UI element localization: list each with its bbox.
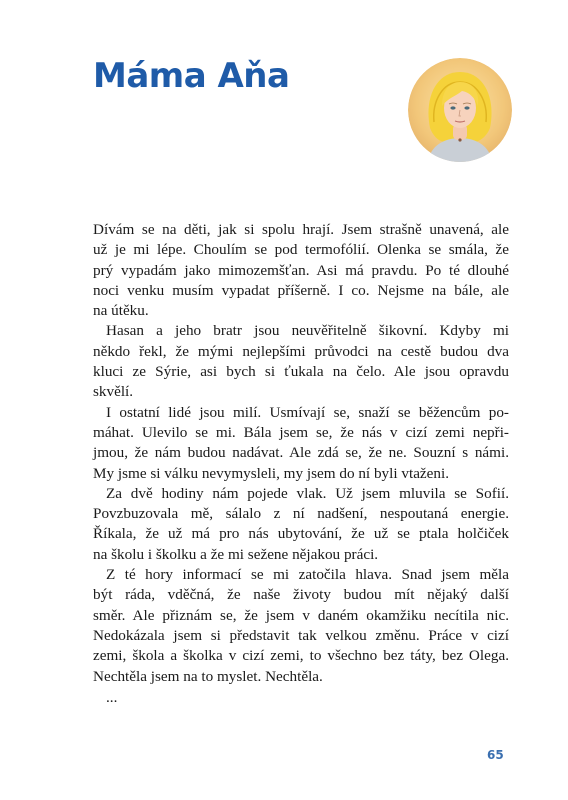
text-line: Povzbuzovala mě, sálalo z ní nadšení, nespoutaná energie. — [93, 505, 509, 523]
text-line: jmou, že nám budou nadávat. Ale zdá se, že ne. Souzní s námi. — [93, 444, 509, 462]
text-line: Hasan a jeho bratr jsou neuvěřitelně šikovní. Kdyby mi — [106, 322, 509, 340]
text-line: skvělí. — [93, 383, 134, 401]
text-line: noci venku musím vypadat příšerně. I co. Nejsme na bále, ale — [93, 281, 509, 299]
text-line: kluci ze Sýrie, asi bych si ťukala na čelo. Ale jsou opravdu — [93, 363, 509, 381]
text-line: Říkala, že už má pro nás ubytování, že už se ptala holčiček — [93, 525, 509, 543]
text-line: Z té hory informací se mi zatočila hlava. Snad jsem měla — [106, 566, 509, 584]
text-line: být ráda, vděčná, že naše životy budou mít nějaký další — [93, 586, 509, 604]
text-line: na útěku. — [93, 302, 149, 320]
ellipsis-text: ... — [106, 688, 118, 706]
portrait-illustration — [408, 58, 512, 162]
page-title: Máma Aňa — [93, 56, 290, 96]
text-line: prý vypadám jako mimozemšťan. Asi má pravdu. Po té dlouhé — [93, 261, 509, 279]
text-line: I ostatní lidé jsou milí. Usmívají se, snaží se běžencům po- — [106, 403, 509, 421]
page-number: 65 — [487, 748, 504, 762]
text-line: Za dvě hodiny nám pojede vlak. Už jsem mluvila se Sofií. — [106, 484, 509, 502]
text-line: na školu i školku a že mi sežene nějakou práci. — [93, 545, 379, 563]
text-line: Nedokázala jsem si představit tak velkou změnu. Práce v cizí — [93, 626, 509, 644]
text-line: My jsme si válku nevymysleli, my jsem do ní byli vtaženi. — [93, 464, 450, 482]
chapter-text — [93, 220, 509, 708]
text-line: směr. Ale přiznám se, že jsem v daném okamžiku necítila nic. — [93, 606, 509, 624]
text-line: zemi, škola a školka v cizí zemi, to všechno bez táty, bez Olega. — [93, 647, 509, 665]
text-line: už je mi lépe. Choulím se pod termofólií. Olenka se smála, že — [93, 241, 509, 259]
text-line: někdo řekl, že mými nejlepšími průvodci na cestě budou dva — [93, 342, 509, 360]
text-line: Nechtěla jsem na to myslet. Nechtěla. — [93, 667, 323, 685]
woman-portrait-icon — [408, 58, 512, 162]
text-line: Dívám se na děti, jak si spolu hrají. Jsem strašně unavená, ale — [93, 221, 509, 238]
text-line: máhat. Ulevilo se mi. Bála jsem se, že nás v cizí zemi nepři- — [93, 423, 509, 441]
